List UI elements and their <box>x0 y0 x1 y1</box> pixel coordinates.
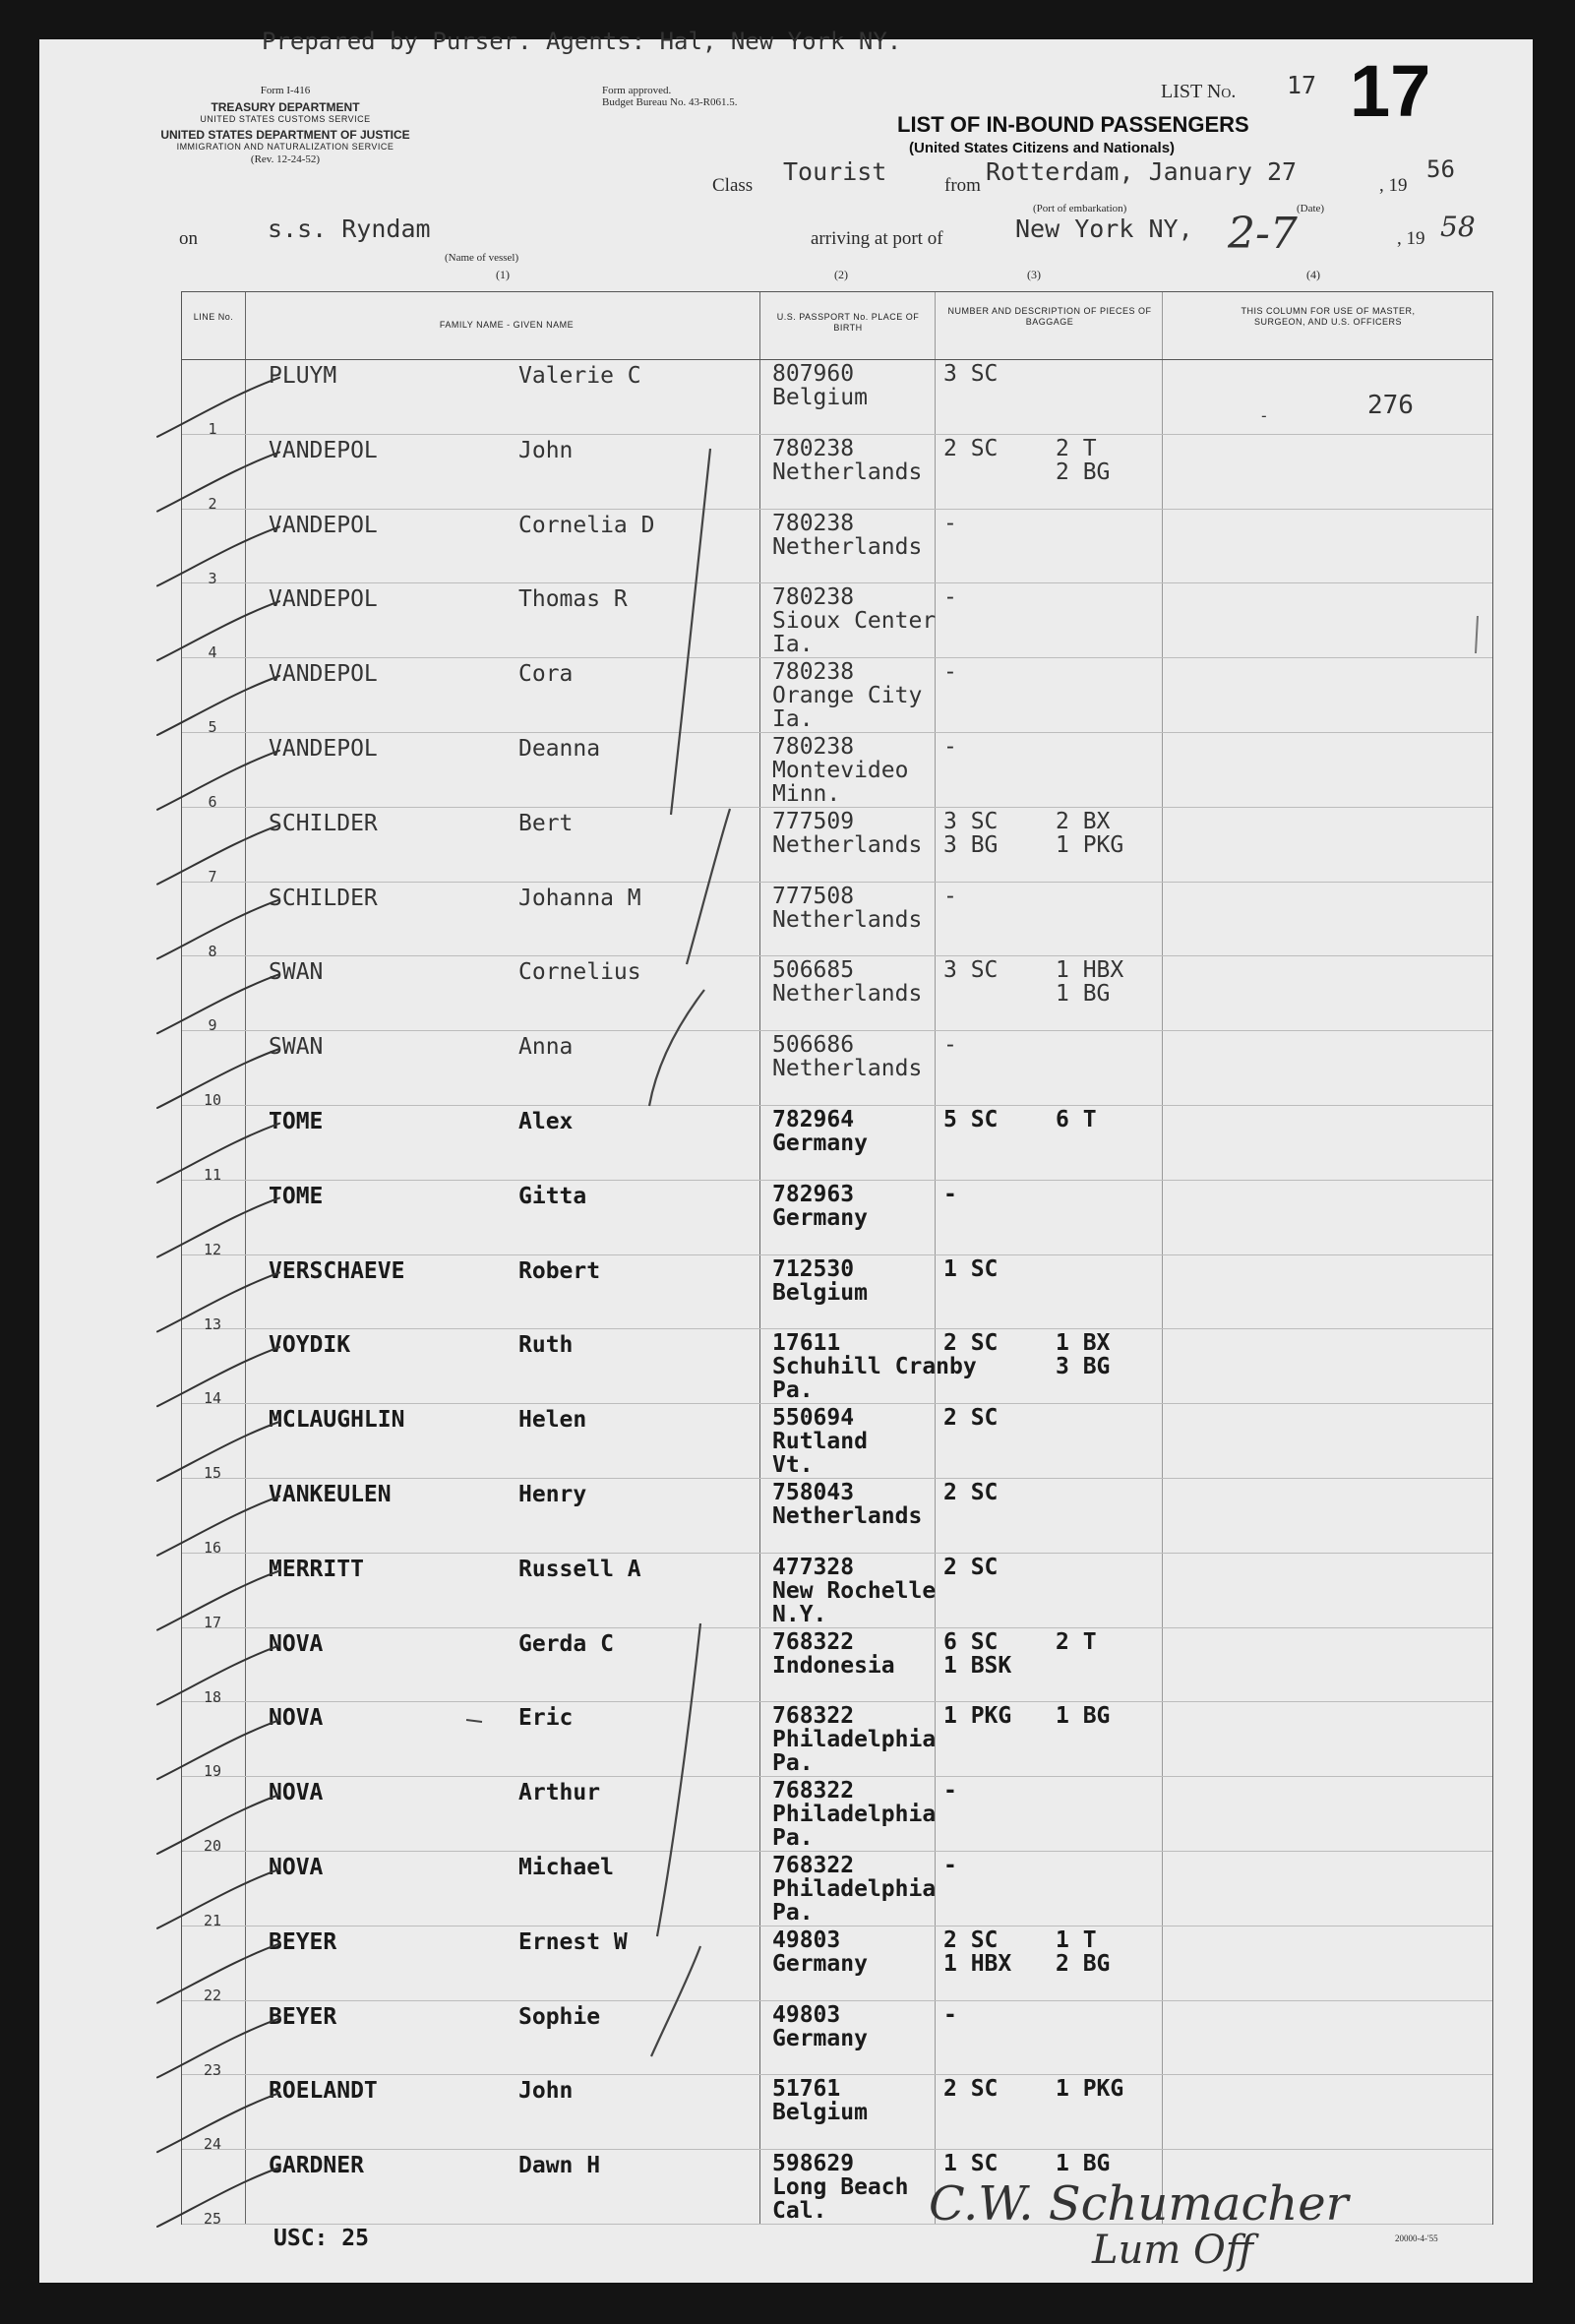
passport-number: 780238 <box>772 435 855 461</box>
line-number: 10 <box>203 1091 222 1110</box>
place-of-birth: Germany <box>772 1131 868 1156</box>
line-number: 25 <box>203 2210 222 2229</box>
place-of-birth: Germany <box>772 2025 868 2051</box>
line-number: 17 <box>203 1613 222 1631</box>
check-mark <box>157 1198 279 1257</box>
place-of-birth: Long Beach <box>772 2174 909 2201</box>
vessel-caption: (Name of vessel) <box>445 252 519 264</box>
place-of-birth: Netherlands <box>772 906 923 933</box>
family-name: SWAN <box>269 1034 324 1061</box>
line-number: 14 <box>203 1389 222 1408</box>
given-name: Sophie <box>518 2003 601 2030</box>
page-title: LIST OF IN-BOUND PASSENGERS <box>897 112 1249 137</box>
place-of-birth: Vt. <box>772 1452 814 1479</box>
place-of-birth: Philadelphia <box>772 1802 937 1828</box>
check-mark <box>157 601 279 660</box>
given-name: Russell A <box>518 1556 641 1582</box>
baggage-pieces: - <box>943 883 957 909</box>
line-number: 5 <box>208 718 217 737</box>
list-no-label: LIST No. <box>1161 81 1237 102</box>
baggage-pieces: 3 SC <box>943 957 999 984</box>
line-number: 23 <box>203 2060 222 2079</box>
line-number: 2 <box>208 494 217 513</box>
year-suffix: 56 <box>1426 155 1455 183</box>
list-no-large: 17 <box>1350 50 1431 132</box>
family-name: PLUYM <box>269 363 337 389</box>
budget-bureau: Budget Bureau No. 43-R061.5. <box>602 96 738 108</box>
passport-number: 780238 <box>772 734 855 760</box>
passport-number: 768322 <box>772 1778 855 1804</box>
baggage-pieces: 3 BG <box>943 831 999 858</box>
passport-number: 782963 <box>772 1181 855 1207</box>
passport-number: 780238 <box>772 584 855 611</box>
baggage-description: 1 BG <box>1056 2151 1111 2177</box>
given-name: Gitta <box>518 1183 587 1209</box>
col-number-3: (3) <box>1027 268 1041 281</box>
check-mark <box>157 1795 279 1854</box>
place-of-birth: Schuhill Cranby <box>772 1354 977 1380</box>
page-subtitle: (United States Citizens and Nationals) <box>909 140 1176 156</box>
passport-number: 777509 <box>772 808 855 834</box>
baggage-pieces: - <box>943 584 957 611</box>
given-name: Arthur <box>518 1780 601 1806</box>
place-of-birth: Netherlands <box>772 1503 923 1529</box>
baggage-description: 2 T <box>1056 435 1097 461</box>
usc-total: USC: 25 <box>273 2226 369 2251</box>
baggage-pieces: - <box>943 1853 957 1878</box>
family-name: MERRITT <box>269 1556 364 1582</box>
family-name: SWAN <box>269 959 324 986</box>
check-mark <box>157 2093 279 2152</box>
check-mark <box>157 1571 279 1630</box>
form-revision: (Rev. 12-24-52) <box>250 153 321 165</box>
agency-treasury: TREASURY DEPARTMENT <box>211 100 360 114</box>
baggage-pieces: 2 SC <box>943 1330 999 1357</box>
baggage-pieces: 1 SC <box>943 2151 999 2177</box>
line-number: 22 <box>203 1986 222 2004</box>
baggage-pieces: 3 SC <box>943 808 999 834</box>
place-of-birth: Ia. <box>772 632 814 658</box>
line-number: 8 <box>208 942 217 960</box>
place-of-birth: N.Y. <box>772 1601 827 1627</box>
baggage-pieces: - <box>943 734 957 760</box>
check-mark <box>157 899 279 958</box>
form-approved: Form approved. <box>602 85 672 96</box>
baggage-pieces: 2 SC <box>943 1926 999 1953</box>
family-name: SCHILDER <box>269 885 378 911</box>
passport-number: 807960 <box>772 361 855 387</box>
col-header-line-no: LINE No. <box>193 312 234 322</box>
passport-number: 477328 <box>772 1554 855 1580</box>
arriving-label: arriving at port of <box>811 228 943 249</box>
given-name: Henry <box>518 1482 587 1507</box>
passport-number: 712530 <box>772 1255 855 1282</box>
given-name: Anna <box>518 1034 574 1061</box>
place-of-birth: Ia. <box>772 706 814 733</box>
line-number: 15 <box>203 1464 222 1483</box>
place-of-birth: New Rochelle <box>772 1577 937 1604</box>
baggage-description: 2 BG <box>1056 1950 1111 1977</box>
line-number: 16 <box>203 1539 222 1557</box>
passport-number: 550694 <box>772 1405 855 1432</box>
bracket-stroke <box>651 1946 700 2056</box>
baggage-pieces: 6 SC <box>943 1628 999 1655</box>
family-name: VANDEPOL <box>269 512 378 538</box>
given-name: Robert <box>518 1257 601 1284</box>
given-name: Johanna M <box>518 885 641 911</box>
family-name: VANDEPOL <box>269 736 378 762</box>
line-number: 9 <box>208 1016 217 1035</box>
place-of-birth: Netherlands <box>772 831 923 858</box>
baggage-pieces: - <box>943 1181 957 1207</box>
check-mark <box>157 2168 279 2227</box>
given-name: Gerda C <box>518 1630 614 1657</box>
agency-customs: UNITED STATES CUSTOMS SERVICE <box>200 114 371 124</box>
baggage-description: 1 BG <box>1056 981 1111 1008</box>
baggage-pieces: 1 SC <box>943 1255 999 1282</box>
handwritten-date: 2-7 <box>1228 209 1298 259</box>
baggage-description: 1 HBX <box>1056 957 1124 984</box>
place-of-birth: Indonesia <box>772 1652 895 1679</box>
given-name: Valerie C <box>518 363 641 389</box>
family-name: BEYER <box>269 1928 337 1955</box>
passport-number: 17611 <box>772 1330 841 1357</box>
baggage-description: 1 BX <box>1056 1330 1111 1357</box>
check-mark <box>157 1347 279 1406</box>
date-caption: (Date) <box>1297 203 1325 214</box>
place-of-birth: Belgium <box>772 2100 868 2126</box>
col-header-officer: THIS COLUMN FOR USE OF MASTER, SURGEON, AND U.S. OFFICERS <box>1241 306 1416 327</box>
class-value: Tourist <box>783 157 887 186</box>
place-of-birth: Minn. <box>772 781 841 807</box>
baggage-pieces: 2 SC <box>943 2076 999 2103</box>
line-number: 24 <box>203 2135 222 2154</box>
baggage-description: 1 PKG <box>1056 831 1124 858</box>
family-name: VANDEPOL <box>269 586 378 613</box>
place-of-birth: Cal. <box>772 2198 827 2225</box>
line-number: 11 <box>203 1166 222 1184</box>
family-name: BEYER <box>269 2003 337 2030</box>
check-mark <box>157 453 279 512</box>
officer-initials: Lum Off <box>1092 2228 1254 2273</box>
check-mark <box>157 1272 279 1331</box>
place-of-birth: Philadelphia <box>772 1727 937 1753</box>
col-number-2: (2) <box>834 268 848 281</box>
place-of-birth: Montevideo <box>772 758 909 783</box>
given-name: Helen <box>518 1407 587 1434</box>
check-mark <box>157 1497 279 1556</box>
check-mark <box>157 2018 279 2077</box>
line-number: 3 <box>208 569 217 587</box>
family-name: GARDNER <box>269 2153 364 2179</box>
line-number: 7 <box>208 867 217 886</box>
check-mark <box>157 1422 279 1481</box>
check-mark <box>157 1869 279 1928</box>
passport-number: 49803 <box>772 1926 841 1953</box>
given-name: Dawn H <box>518 2153 601 2179</box>
baggage-description: 6 T <box>1056 1107 1097 1132</box>
passport-number: 49803 <box>772 2001 841 2028</box>
family-name: VERSCHAEVE <box>269 1257 405 1284</box>
family-name: SCHILDER <box>269 810 378 836</box>
given-name: Cornelia D <box>518 512 655 538</box>
baggage-pieces: - <box>943 2001 957 2028</box>
officer-note: 276 <box>1367 391 1414 420</box>
family-name: MCLAUGHLIN <box>269 1407 405 1434</box>
col-header-name: FAMILY NAME - GIVEN NAME <box>439 320 575 330</box>
check-mark <box>157 1049 279 1108</box>
given-name: Ernest W <box>518 1928 628 1955</box>
prepared-by-line: Prepared by Purser. Agents: Hal, New York NY. <box>262 28 902 55</box>
bracket-stroke <box>649 990 704 1106</box>
passport-number: 506686 <box>772 1032 855 1059</box>
line-number: 13 <box>203 1315 222 1333</box>
baggage-pieces: - <box>943 659 957 686</box>
passport-number: 768322 <box>772 1853 855 1878</box>
place-of-birth: Rutland <box>772 1429 868 1455</box>
check-mark <box>157 826 279 885</box>
col-header-passport: U.S. PASSPORT No. PLACE OF BIRTH <box>776 312 920 333</box>
from-value: Rotterdam, January 27 <box>986 157 1298 186</box>
passport-number: 506685 <box>772 957 855 984</box>
family-name: VANKEULEN <box>269 1482 392 1507</box>
year-prefix: , 19 <box>1379 175 1408 196</box>
line-number: 21 <box>203 1912 222 1929</box>
form-number: Form I-416 <box>260 85 311 96</box>
check-mark <box>157 1124 279 1183</box>
given-name: Eric <box>518 1705 574 1732</box>
given-name: Cornelius <box>518 959 641 986</box>
place-of-birth: Belgium <box>772 1279 868 1306</box>
given-name: Deanna <box>518 736 601 762</box>
baggage-pieces: 1 PKG <box>943 1703 1012 1730</box>
check-mark <box>157 676 279 735</box>
baggage-description: 2 BX <box>1056 808 1111 834</box>
family-name: NOVA <box>269 1630 324 1657</box>
baggage-pieces: - <box>943 1032 957 1059</box>
baggage-pieces: 1 BSK <box>943 1652 1012 1679</box>
family-name: NOVA <box>269 1855 324 1880</box>
baggage-pieces: 3 SC <box>943 361 999 387</box>
given-name: Alex <box>518 1109 574 1134</box>
vessel-value: s.s. Ryndam <box>268 214 431 243</box>
line-number: 20 <box>203 1837 222 1856</box>
place-of-birth: Pa. <box>772 1900 814 1926</box>
agency-justice: UNITED STATES DEPARTMENT OF JUSTICE <box>160 128 410 142</box>
line-number: 18 <box>203 1687 222 1706</box>
line-number: 4 <box>208 643 217 662</box>
place-of-birth: Sioux Center <box>772 608 937 635</box>
check-mark <box>157 378 279 437</box>
baggage-pieces: 1 HBX <box>943 1950 1012 1977</box>
baggage-description: 3 BG <box>1056 1354 1111 1380</box>
place-of-birth: Belgium <box>772 385 868 410</box>
place-of-birth: Philadelphia <box>772 1876 937 1902</box>
place-of-birth: Pa. <box>772 1825 814 1852</box>
col-header-baggage: NUMBER AND DESCRIPTION OF PIECES OF BAGGAGE <box>947 306 1152 327</box>
place-of-birth: Netherlands <box>772 981 923 1008</box>
family-name: NOVA <box>269 1705 324 1732</box>
bracket-stroke <box>657 1623 700 1936</box>
passport-number: 777508 <box>772 883 855 909</box>
check-mark <box>157 526 279 585</box>
baggage-pieces: 2 SC <box>943 1554 999 1580</box>
baggage-pieces: - <box>943 510 957 536</box>
check-mark <box>157 974 279 1033</box>
passport-number: 758043 <box>772 1480 855 1505</box>
year2-suffix: 58 <box>1440 211 1476 243</box>
given-name: Thomas R <box>518 586 628 613</box>
print-code: 20000-4-'55 <box>1395 2233 1438 2243</box>
baggage-pieces: 2 SC <box>943 1405 999 1432</box>
place-of-birth: Pa. <box>772 1377 814 1404</box>
embark-caption: (Port of embarkation) <box>1033 203 1127 214</box>
passport-number: 598629 <box>772 2151 855 2177</box>
place-of-birth: Netherlands <box>772 459 923 485</box>
given-name: Michael <box>518 1855 614 1880</box>
class-label: Class <box>712 175 754 196</box>
baggage-description: 2 T <box>1056 1628 1097 1655</box>
place-of-birth: Germany <box>772 1950 868 1977</box>
given-name: Cora <box>518 661 574 688</box>
check-mark <box>157 1645 279 1704</box>
col-number-4: (4) <box>1306 268 1320 281</box>
list-no-typed: 17 <box>1287 71 1317 99</box>
officer-tick: - <box>1259 406 1269 425</box>
baggage-pieces: 5 SC <box>943 1107 999 1132</box>
baggage-description: 1 T <box>1056 1926 1097 1953</box>
bracket-stroke <box>687 809 730 964</box>
family-name: TOME <box>269 1109 324 1134</box>
family-name: ROELANDT <box>269 2078 378 2105</box>
check-mark <box>157 1944 279 2003</box>
dash-mark <box>466 1720 482 1722</box>
place-of-birth: Pa. <box>772 1750 814 1777</box>
line-number: 6 <box>208 793 217 811</box>
line-number: 12 <box>203 1240 222 1258</box>
baggage-pieces: 2 SC <box>943 435 999 461</box>
col-number-1: (1) <box>496 268 510 281</box>
check-mark <box>157 1720 279 1779</box>
baggage-pieces: 2 SC <box>943 1480 999 1505</box>
given-name: Ruth <box>518 1332 574 1359</box>
family-name: VOYDIK <box>269 1332 351 1359</box>
passport-number: 768322 <box>772 1628 855 1655</box>
bracket-stroke <box>671 449 710 815</box>
passport-number: 782964 <box>772 1107 855 1132</box>
baggage-description: 2 BG <box>1056 459 1111 485</box>
on-label: on <box>179 228 198 249</box>
agency-ins: IMMIGRATION AND NATURALIZATION SERVICE <box>176 142 394 152</box>
family-name: VANDEPOL <box>269 437 378 463</box>
given-name: Bert <box>518 810 574 836</box>
passport-number: 780238 <box>772 510 855 536</box>
place-of-birth: Netherlands <box>772 1056 923 1082</box>
port-value: New York NY, <box>1015 214 1193 243</box>
place-of-birth: Netherlands <box>772 533 923 560</box>
baggage-pieces: - <box>943 1778 957 1804</box>
place-of-birth: Orange City <box>772 683 923 709</box>
passport-number: 51761 <box>772 2076 841 2103</box>
officer-signature: C.W. Schumacher <box>929 2176 1349 2232</box>
passport-number: 780238 <box>772 659 855 686</box>
check-mark <box>157 751 279 810</box>
line-number: 19 <box>203 1762 222 1781</box>
baggage-description: 1 PKG <box>1056 2076 1124 2103</box>
passport-number: 768322 <box>772 1703 855 1730</box>
from-label: from <box>944 175 981 196</box>
given-name: John <box>518 437 574 463</box>
family-name: TOME <box>269 1183 324 1209</box>
given-name: John <box>518 2078 574 2105</box>
family-name: VANDEPOL <box>269 661 378 688</box>
family-name: NOVA <box>269 1780 324 1806</box>
margin-mark <box>1476 616 1478 653</box>
line-number: 1 <box>208 420 217 438</box>
year2-prefix: , 19 <box>1397 228 1425 249</box>
place-of-birth: Germany <box>772 1204 868 1231</box>
baggage-description: 1 BG <box>1056 1703 1111 1730</box>
